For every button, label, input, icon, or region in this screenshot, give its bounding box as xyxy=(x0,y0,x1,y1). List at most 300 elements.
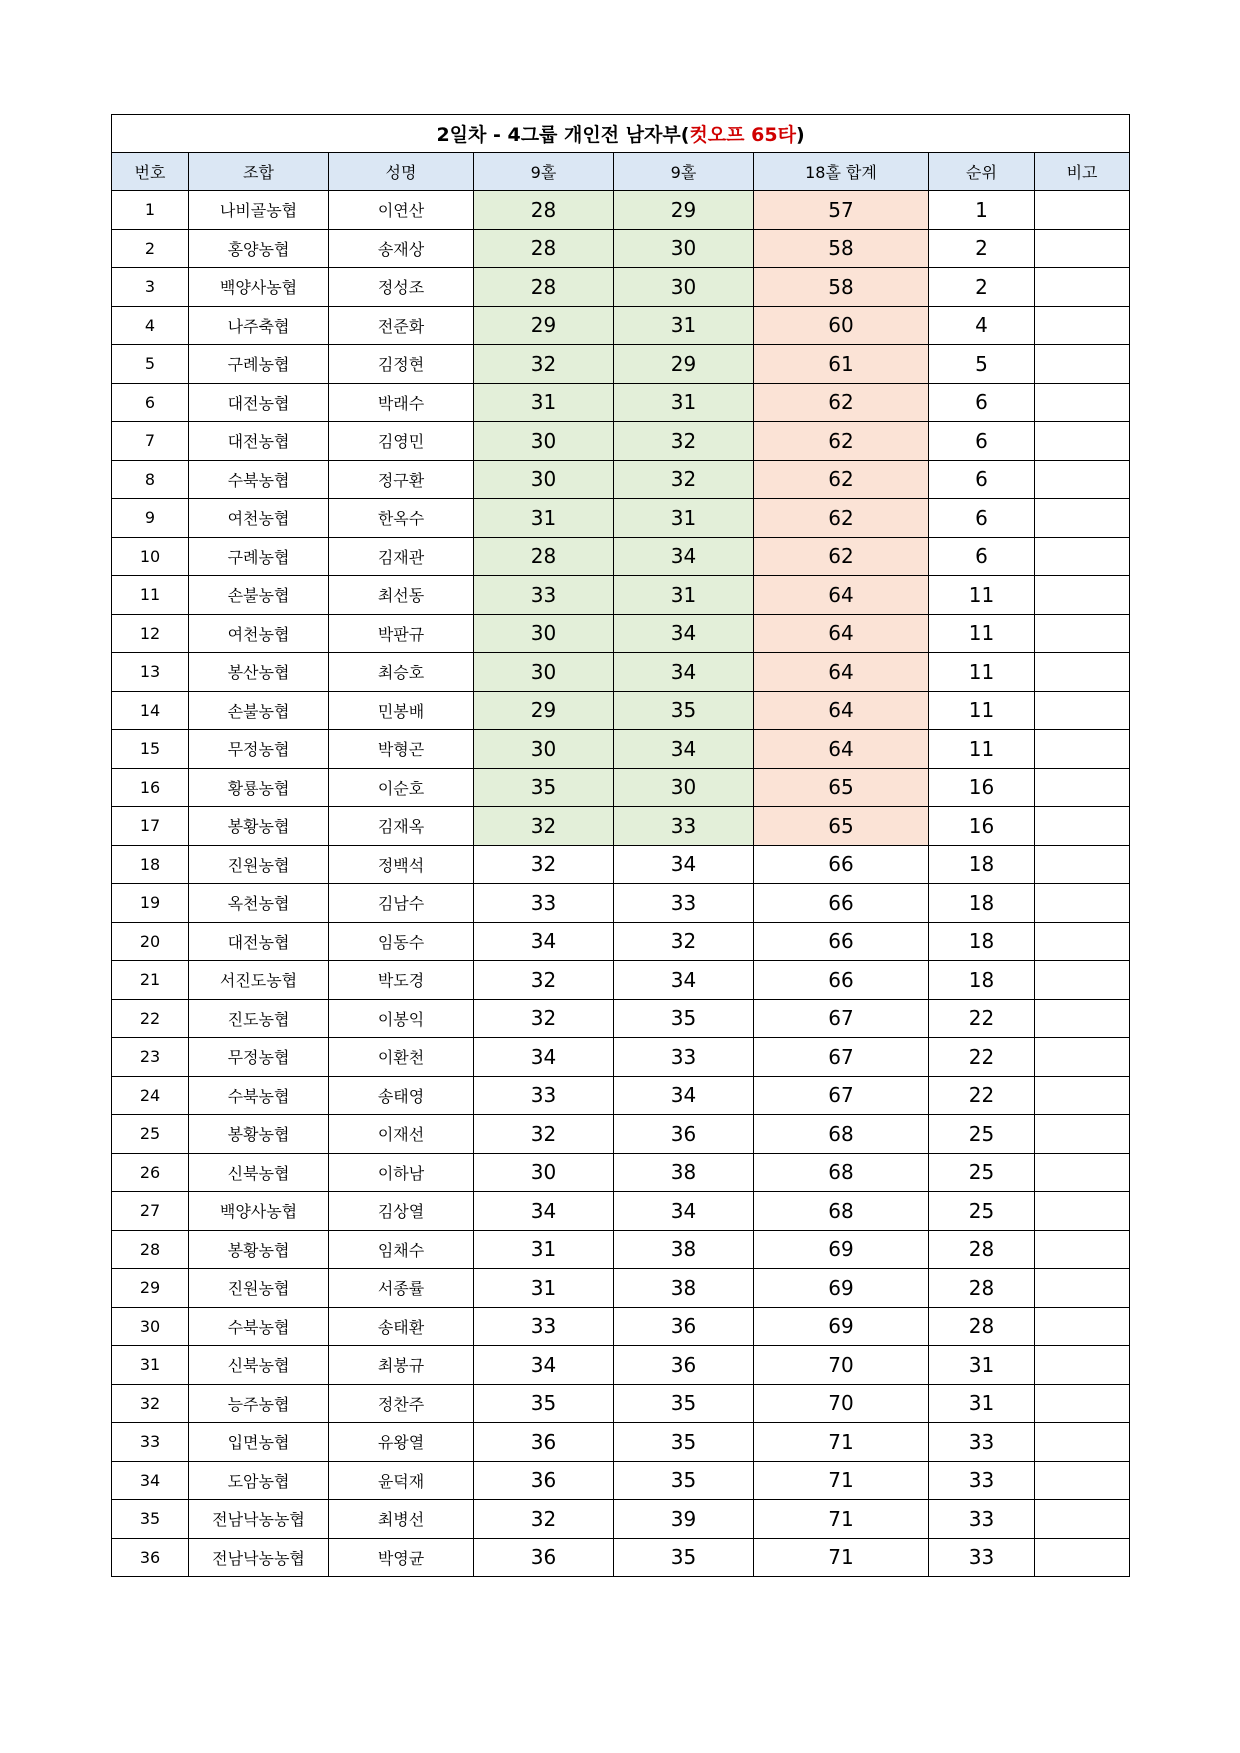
cell-note xyxy=(1035,460,1130,499)
cell-name: 이하남 xyxy=(329,1153,474,1192)
cell-note xyxy=(1035,845,1130,884)
cell-union: 대전농협 xyxy=(189,422,329,461)
cell-rank: 28 xyxy=(929,1269,1035,1308)
cell-total: 66 xyxy=(754,845,929,884)
cell-union: 손불농협 xyxy=(189,691,329,730)
cell-name: 박도경 xyxy=(329,961,474,1000)
table-row xyxy=(112,576,1130,615)
cell-back-nine: 34 xyxy=(614,961,754,1000)
cell-union: 수북농협 xyxy=(189,460,329,499)
cell-back-nine: 31 xyxy=(614,576,754,615)
cell-total: 58 xyxy=(754,229,929,268)
cell-rank: 5 xyxy=(929,345,1035,384)
cell-total: 62 xyxy=(754,422,929,461)
table-row xyxy=(112,1115,1130,1154)
cell-front-nine: 32 xyxy=(474,1500,614,1539)
cell-note xyxy=(1035,537,1130,576)
cell-rank: 33 xyxy=(929,1423,1035,1462)
header-rank: 순위 xyxy=(929,153,1035,191)
cell-total: 65 xyxy=(754,807,929,846)
cell-name: 이재선 xyxy=(329,1115,474,1154)
cell-note xyxy=(1035,229,1130,268)
cell-rank: 25 xyxy=(929,1115,1035,1154)
cell-total: 64 xyxy=(754,576,929,615)
cell-name: 김재옥 xyxy=(329,807,474,846)
cell-back-nine: 34 xyxy=(614,730,754,769)
cell-rank: 22 xyxy=(929,999,1035,1038)
cell-note xyxy=(1035,1384,1130,1423)
cell-note xyxy=(1035,191,1130,230)
cell-front-nine: 31 xyxy=(474,499,614,538)
cell-front-nine: 30 xyxy=(474,422,614,461)
cell-number: 3 xyxy=(112,268,189,307)
cell-front-nine: 32 xyxy=(474,807,614,846)
cell-total: 70 xyxy=(754,1384,929,1423)
cell-total: 67 xyxy=(754,1076,929,1115)
cell-front-nine: 36 xyxy=(474,1423,614,1462)
cell-note xyxy=(1035,345,1130,384)
cell-front-nine: 28 xyxy=(474,268,614,307)
cell-rank: 2 xyxy=(929,268,1035,307)
cell-number: 25 xyxy=(112,1115,189,1154)
cell-note xyxy=(1035,1500,1130,1539)
cell-number: 19 xyxy=(112,884,189,923)
cell-back-nine: 33 xyxy=(614,884,754,923)
table-row xyxy=(112,1269,1130,1308)
cell-total: 61 xyxy=(754,345,929,384)
table-row xyxy=(112,1461,1130,1500)
cell-number: 16 xyxy=(112,768,189,807)
cell-rank: 18 xyxy=(929,961,1035,1000)
cell-back-nine: 31 xyxy=(614,383,754,422)
cell-front-nine: 30 xyxy=(474,614,614,653)
cell-back-nine: 29 xyxy=(614,191,754,230)
cell-union: 능주농협 xyxy=(189,1384,329,1423)
cell-name: 송태영 xyxy=(329,1076,474,1115)
header-front-nine: 9홀 xyxy=(474,153,614,191)
cell-rank: 6 xyxy=(929,422,1035,461)
cell-total: 70 xyxy=(754,1346,929,1385)
cell-name: 최봉규 xyxy=(329,1346,474,1385)
table-row xyxy=(112,691,1130,730)
table-row xyxy=(112,1423,1130,1462)
header-union: 조합 xyxy=(189,153,329,191)
cell-note xyxy=(1035,1192,1130,1231)
cell-number: 8 xyxy=(112,460,189,499)
cell-note xyxy=(1035,499,1130,538)
cell-name: 박영균 xyxy=(329,1538,474,1577)
cell-total: 64 xyxy=(754,730,929,769)
cell-rank: 18 xyxy=(929,922,1035,961)
cell-number: 2 xyxy=(112,229,189,268)
cell-rank: 16 xyxy=(929,807,1035,846)
cell-number: 23 xyxy=(112,1038,189,1077)
results-body xyxy=(112,191,1130,1577)
cell-note xyxy=(1035,768,1130,807)
cell-front-nine: 32 xyxy=(474,345,614,384)
cell-total: 64 xyxy=(754,691,929,730)
cell-number: 6 xyxy=(112,383,189,422)
cell-total: 62 xyxy=(754,499,929,538)
cell-note xyxy=(1035,653,1130,692)
cell-union: 황룡농협 xyxy=(189,768,329,807)
table-row xyxy=(112,345,1130,384)
cell-rank: 22 xyxy=(929,1038,1035,1077)
cell-number: 10 xyxy=(112,537,189,576)
cell-number: 12 xyxy=(112,614,189,653)
cell-note xyxy=(1035,614,1130,653)
cell-union: 대전농협 xyxy=(189,922,329,961)
cell-total: 66 xyxy=(754,961,929,1000)
cell-name: 박판규 xyxy=(329,614,474,653)
cell-note xyxy=(1035,807,1130,846)
cell-back-nine: 34 xyxy=(614,845,754,884)
cell-back-nine: 32 xyxy=(614,422,754,461)
cell-back-nine: 31 xyxy=(614,306,754,345)
cell-front-nine: 34 xyxy=(474,1346,614,1385)
cell-note xyxy=(1035,306,1130,345)
cell-number: 5 xyxy=(112,345,189,384)
cell-back-nine: 34 xyxy=(614,1192,754,1231)
cell-rank: 33 xyxy=(929,1538,1035,1577)
table-row xyxy=(112,1500,1130,1539)
cell-rank: 33 xyxy=(929,1500,1035,1539)
results-table xyxy=(111,114,1130,1577)
cell-union: 손불농협 xyxy=(189,576,329,615)
title-prefix: 2일차 - 4그룹 개인전 남자부( xyxy=(436,124,690,146)
cell-back-nine: 30 xyxy=(614,268,754,307)
cell-total: 58 xyxy=(754,268,929,307)
cell-total: 57 xyxy=(754,191,929,230)
cell-union: 진원농협 xyxy=(189,1269,329,1308)
cell-front-nine: 33 xyxy=(474,1307,614,1346)
cell-rank: 25 xyxy=(929,1192,1035,1231)
header-note: 비고 xyxy=(1035,153,1130,191)
cell-back-nine: 34 xyxy=(614,614,754,653)
cell-name: 이순호 xyxy=(329,768,474,807)
cell-union: 신북농협 xyxy=(189,1153,329,1192)
cell-union: 백양사농협 xyxy=(189,268,329,307)
cell-number: 29 xyxy=(112,1269,189,1308)
cell-union: 구례농협 xyxy=(189,345,329,384)
cell-rank: 11 xyxy=(929,653,1035,692)
cell-number: 36 xyxy=(112,1538,189,1577)
cell-number: 32 xyxy=(112,1384,189,1423)
cell-number: 26 xyxy=(112,1153,189,1192)
cell-name: 김재관 xyxy=(329,537,474,576)
cell-front-nine: 31 xyxy=(474,1230,614,1269)
cell-number: 4 xyxy=(112,306,189,345)
cell-number: 33 xyxy=(112,1423,189,1462)
cell-note xyxy=(1035,1269,1130,1308)
cell-note xyxy=(1035,1153,1130,1192)
cell-number: 1 xyxy=(112,191,189,230)
cell-back-nine: 34 xyxy=(614,1076,754,1115)
cell-name: 송재상 xyxy=(329,229,474,268)
cell-union: 전남낙농농협 xyxy=(189,1500,329,1539)
cell-back-nine: 35 xyxy=(614,999,754,1038)
cell-name: 이연산 xyxy=(329,191,474,230)
cell-back-nine: 35 xyxy=(614,1423,754,1462)
table-row xyxy=(112,1346,1130,1385)
cell-name: 송태환 xyxy=(329,1307,474,1346)
table-row xyxy=(112,268,1130,307)
cell-name: 윤덕재 xyxy=(329,1461,474,1500)
cell-front-nine: 28 xyxy=(474,537,614,576)
cell-rank: 6 xyxy=(929,537,1035,576)
cell-note xyxy=(1035,1461,1130,1500)
cell-number: 17 xyxy=(112,807,189,846)
table-row xyxy=(112,922,1130,961)
table-row xyxy=(112,1076,1130,1115)
cell-front-nine: 32 xyxy=(474,1115,614,1154)
cell-rank: 4 xyxy=(929,306,1035,345)
cell-rank: 1 xyxy=(929,191,1035,230)
cell-name: 임동수 xyxy=(329,922,474,961)
cell-note xyxy=(1035,422,1130,461)
cell-front-nine: 33 xyxy=(474,884,614,923)
cell-back-nine: 32 xyxy=(614,922,754,961)
cell-name: 임채수 xyxy=(329,1230,474,1269)
cell-total: 68 xyxy=(754,1115,929,1154)
cell-union: 무정농협 xyxy=(189,730,329,769)
cutoff-label: 컷오프 65타 xyxy=(689,124,796,146)
cell-note xyxy=(1035,1076,1130,1115)
cell-union: 나비골농협 xyxy=(189,191,329,230)
cell-rank: 11 xyxy=(929,730,1035,769)
cell-union: 진원농협 xyxy=(189,845,329,884)
cell-union: 도암농협 xyxy=(189,1461,329,1500)
cell-union: 수북농협 xyxy=(189,1076,329,1115)
cell-number: 34 xyxy=(112,1461,189,1500)
cell-union: 전남낙농농협 xyxy=(189,1538,329,1577)
cell-rank: 6 xyxy=(929,499,1035,538)
cell-front-nine: 34 xyxy=(474,1192,614,1231)
cell-total: 60 xyxy=(754,306,929,345)
cell-total: 65 xyxy=(754,768,929,807)
cell-union: 구례농협 xyxy=(189,537,329,576)
cell-total: 68 xyxy=(754,1192,929,1231)
cell-name: 정성조 xyxy=(329,268,474,307)
cell-back-nine: 30 xyxy=(614,229,754,268)
cell-back-nine: 31 xyxy=(614,499,754,538)
cell-name: 김남수 xyxy=(329,884,474,923)
table-row xyxy=(112,653,1130,692)
cell-union: 대전농협 xyxy=(189,383,329,422)
cell-rank: 22 xyxy=(929,1076,1035,1115)
cell-rank: 25 xyxy=(929,1153,1035,1192)
cell-front-nine: 32 xyxy=(474,845,614,884)
cell-total: 71 xyxy=(754,1538,929,1577)
title-row xyxy=(112,115,1130,153)
cell-note xyxy=(1035,1307,1130,1346)
cell-number: 18 xyxy=(112,845,189,884)
cell-name: 전준화 xyxy=(329,306,474,345)
cell-rank: 18 xyxy=(929,884,1035,923)
table-row xyxy=(112,1230,1130,1269)
table-row xyxy=(112,845,1130,884)
cell-front-nine: 30 xyxy=(474,730,614,769)
cell-rank: 11 xyxy=(929,691,1035,730)
cell-note xyxy=(1035,961,1130,1000)
cell-back-nine: 38 xyxy=(614,1269,754,1308)
cell-rank: 31 xyxy=(929,1384,1035,1423)
table-row xyxy=(112,1192,1130,1231)
table-row xyxy=(112,383,1130,422)
cell-name: 김영민 xyxy=(329,422,474,461)
cell-note xyxy=(1035,1346,1130,1385)
cell-front-nine: 34 xyxy=(474,922,614,961)
cell-note xyxy=(1035,999,1130,1038)
cell-rank: 2 xyxy=(929,229,1035,268)
cell-union: 봉산농협 xyxy=(189,653,329,692)
cell-number: 27 xyxy=(112,1192,189,1231)
title-suffix: ) xyxy=(795,124,805,146)
header-number: 번호 xyxy=(112,153,189,191)
cell-rank: 11 xyxy=(929,576,1035,615)
cell-rank: 11 xyxy=(929,614,1035,653)
table-row xyxy=(112,807,1130,846)
cell-name: 민봉배 xyxy=(329,691,474,730)
cell-back-nine: 35 xyxy=(614,1461,754,1500)
cell-rank: 28 xyxy=(929,1230,1035,1269)
cell-union: 서진도농협 xyxy=(189,961,329,1000)
cell-union: 옥천농협 xyxy=(189,884,329,923)
cell-number: 15 xyxy=(112,730,189,769)
cell-number: 22 xyxy=(112,999,189,1038)
cell-union: 입면농협 xyxy=(189,1423,329,1462)
cell-front-nine: 35 xyxy=(474,768,614,807)
cell-total: 64 xyxy=(754,614,929,653)
cell-union: 백양사농협 xyxy=(189,1192,329,1231)
cell-front-nine: 28 xyxy=(474,191,614,230)
cell-front-nine: 30 xyxy=(474,460,614,499)
cell-number: 9 xyxy=(112,499,189,538)
cell-back-nine: 35 xyxy=(614,691,754,730)
cell-back-nine: 35 xyxy=(614,1538,754,1577)
cell-name: 박형곤 xyxy=(329,730,474,769)
table-row xyxy=(112,1384,1130,1423)
cell-name: 서종률 xyxy=(329,1269,474,1308)
cell-total: 71 xyxy=(754,1461,929,1500)
header-name: 성명 xyxy=(329,153,474,191)
cell-total: 66 xyxy=(754,884,929,923)
cell-front-nine: 30 xyxy=(474,653,614,692)
cell-union: 무정농협 xyxy=(189,1038,329,1077)
cell-front-nine: 34 xyxy=(474,1038,614,1077)
cell-total: 68 xyxy=(754,1153,929,1192)
cell-front-nine: 33 xyxy=(474,1076,614,1115)
cell-union: 봉황농협 xyxy=(189,807,329,846)
cell-note xyxy=(1035,691,1130,730)
cell-front-nine: 31 xyxy=(474,383,614,422)
cell-front-nine: 35 xyxy=(474,1384,614,1423)
cell-number: 21 xyxy=(112,961,189,1000)
cell-name: 이환천 xyxy=(329,1038,474,1077)
table-row xyxy=(112,768,1130,807)
cell-note xyxy=(1035,1230,1130,1269)
cell-back-nine: 36 xyxy=(614,1307,754,1346)
cell-number: 24 xyxy=(112,1076,189,1115)
cell-note xyxy=(1035,730,1130,769)
cell-front-nine: 36 xyxy=(474,1538,614,1577)
table-title xyxy=(112,115,1130,153)
cell-front-nine: 32 xyxy=(474,961,614,1000)
cell-total: 69 xyxy=(754,1269,929,1308)
cell-front-nine: 29 xyxy=(474,306,614,345)
cell-total: 69 xyxy=(754,1307,929,1346)
cell-front-nine: 33 xyxy=(474,576,614,615)
cell-back-nine: 38 xyxy=(614,1153,754,1192)
cell-back-nine: 33 xyxy=(614,807,754,846)
cell-number: 13 xyxy=(112,653,189,692)
table-row xyxy=(112,499,1130,538)
cell-total: 67 xyxy=(754,1038,929,1077)
cell-name: 정백석 xyxy=(329,845,474,884)
cell-back-nine: 29 xyxy=(614,345,754,384)
table-row xyxy=(112,961,1130,1000)
cell-total: 62 xyxy=(754,537,929,576)
cell-union: 봉황농협 xyxy=(189,1230,329,1269)
cell-union: 여천농협 xyxy=(189,499,329,538)
cell-name: 이봉익 xyxy=(329,999,474,1038)
cell-note xyxy=(1035,383,1130,422)
cell-note xyxy=(1035,1038,1130,1077)
table-row xyxy=(112,537,1130,576)
cell-back-nine: 34 xyxy=(614,653,754,692)
cell-total: 62 xyxy=(754,460,929,499)
cell-note xyxy=(1035,1115,1130,1154)
cell-back-nine: 33 xyxy=(614,1038,754,1077)
cell-number: 7 xyxy=(112,422,189,461)
cell-rank: 33 xyxy=(929,1461,1035,1500)
cell-name: 최선동 xyxy=(329,576,474,615)
cell-total: 71 xyxy=(754,1500,929,1539)
cell-back-nine: 35 xyxy=(614,1384,754,1423)
cell-number: 30 xyxy=(112,1307,189,1346)
cell-name: 최승호 xyxy=(329,653,474,692)
table-row xyxy=(112,191,1130,230)
table-row xyxy=(112,306,1130,345)
cell-total: 62 xyxy=(754,383,929,422)
cell-union: 여천농협 xyxy=(189,614,329,653)
table-row xyxy=(112,999,1130,1038)
header-back-nine: 9홀 xyxy=(614,153,754,191)
table-row xyxy=(112,730,1130,769)
cell-total: 69 xyxy=(754,1230,929,1269)
cell-back-nine: 36 xyxy=(614,1346,754,1385)
cell-front-nine: 31 xyxy=(474,1269,614,1308)
cell-total: 71 xyxy=(754,1423,929,1462)
table-row xyxy=(112,1307,1130,1346)
cell-front-nine: 29 xyxy=(474,691,614,730)
cell-front-nine: 32 xyxy=(474,999,614,1038)
cell-number: 35 xyxy=(112,1500,189,1539)
cell-union: 수북농협 xyxy=(189,1307,329,1346)
cell-back-nine: 34 xyxy=(614,537,754,576)
cell-rank: 18 xyxy=(929,845,1035,884)
cell-number: 14 xyxy=(112,691,189,730)
cell-union: 홍양농협 xyxy=(189,229,329,268)
table-row xyxy=(112,460,1130,499)
cell-number: 28 xyxy=(112,1230,189,1269)
cell-note xyxy=(1035,1423,1130,1462)
cell-name: 유왕열 xyxy=(329,1423,474,1462)
cell-union: 나주축협 xyxy=(189,306,329,345)
cell-note xyxy=(1035,576,1130,615)
cell-front-nine: 36 xyxy=(474,1461,614,1500)
cell-name: 박래수 xyxy=(329,383,474,422)
